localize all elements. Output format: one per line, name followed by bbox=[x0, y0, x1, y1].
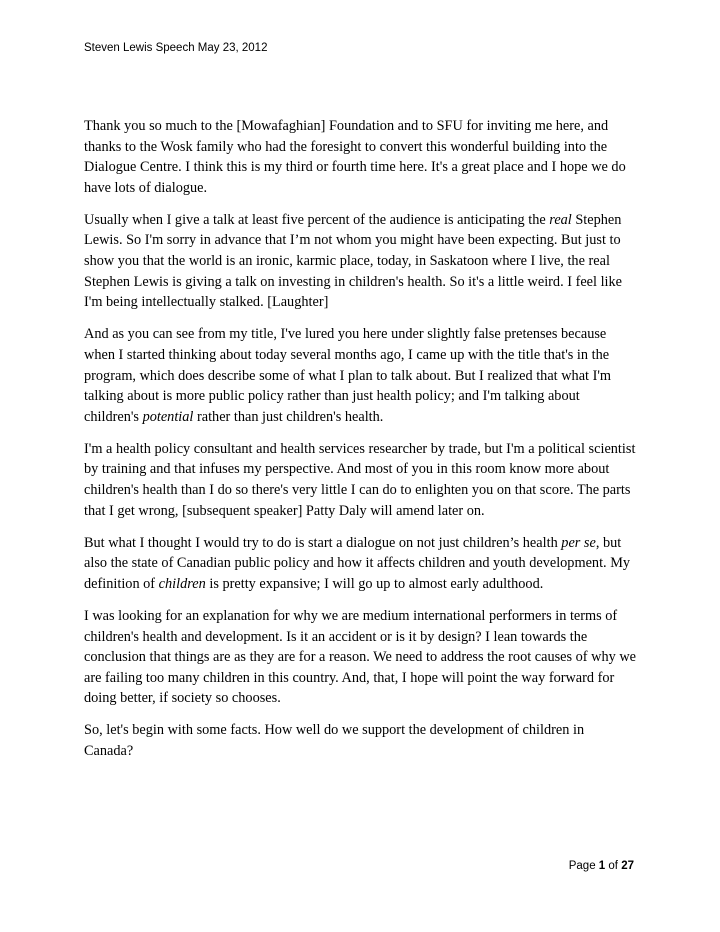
paragraph-text: Stephen Lewis. So I'm sorry in advance that I’m not whom you might have been expecting. But just to show you that the world is an ironic, karmic place, today, in Saskatoon where I live, the real Stephen Lewis is giving a talk on investing in children's health. So it's a little weird. I feel like I'm being intellectually stalked. [Laughter] bbox=[84, 211, 623, 311]
page-word: Page bbox=[568, 860, 596, 872]
paragraph bbox=[84, 439, 636, 521]
document-body bbox=[84, 116, 636, 773]
paragraph-text: So, let's begin with some facts. How well do we support the development of children in Canada? bbox=[84, 722, 585, 760]
paragraph bbox=[84, 324, 636, 427]
emphasized-text: children bbox=[158, 575, 206, 592]
of-word: of bbox=[608, 860, 618, 872]
current-page-number: 1 bbox=[598, 860, 606, 872]
paragraph-text: rather than just children's health. bbox=[193, 408, 384, 425]
header-text: Steven Lewis Speech May 23, 2012 bbox=[84, 42, 268, 54]
page-header bbox=[84, 42, 267, 54]
paragraph bbox=[84, 210, 636, 313]
page-footer bbox=[569, 860, 634, 872]
paragraph-text: But what I thought I would try to do is start a dialogue on not just children’s health bbox=[84, 534, 562, 551]
emphasized-text: real bbox=[549, 211, 572, 228]
paragraph bbox=[84, 116, 636, 198]
paragraph bbox=[84, 606, 636, 709]
paragraph-text: Thank you so much to the [Mowafaghian] Foundation and to SFU for inviting me here, and thanks to the Wosk family who had the foresight to convert this wonderful building into the Dialogue Centre. I think this is my third or fourth time here. It's a great place and I hope we do have lots of dialogue. bbox=[84, 118, 626, 196]
paragraph-text: I was looking for an explanation for why we are medium international performers in terms of children's health and development. Is it an accident or is it by design? I lean towards the conclusion that things are as they are for a reason. We need to address the root causes of why we are failing too many children in this country. And, that, I hope will point the way forward for doing better, if society so chooses. bbox=[84, 607, 637, 707]
paragraph bbox=[84, 533, 636, 595]
paragraph-text: And as you can see from my title, I've lured you here under slightly false pretenses because when I started thinking about today several months ago, I came up with the title that's in the program, which does describe some of what I plan to talk about. But I realized that what I'm talking about is more public policy rather than just health policy; and I'm talking about children's bbox=[84, 326, 612, 425]
paragraph bbox=[84, 720, 636, 761]
paragraph-text: Usually when I give a talk at least five percent of the audience is anticipating the bbox=[84, 211, 550, 228]
paragraph-text: is pretty expansive; I will go up to almost early adulthood. bbox=[205, 575, 544, 592]
emphasized-text: potential bbox=[142, 408, 194, 425]
emphasized-text: per se bbox=[561, 534, 596, 551]
paragraph-text: I'm a health policy consultant and health services researcher by trade, but I'm a political scientist by training and that infuses my perspective. And most of you in this room know more about children's health than I do so there's very little I can do to enlighten you on that score. The parts that I get wrong, [subsequent speaker] Patty Daly will amend later on. bbox=[84, 440, 636, 519]
total-page-count: 27 bbox=[621, 860, 634, 872]
paragraph-text: , but also the state of Canadian public policy and how it affects children and youth development. My definition of bbox=[84, 534, 631, 592]
